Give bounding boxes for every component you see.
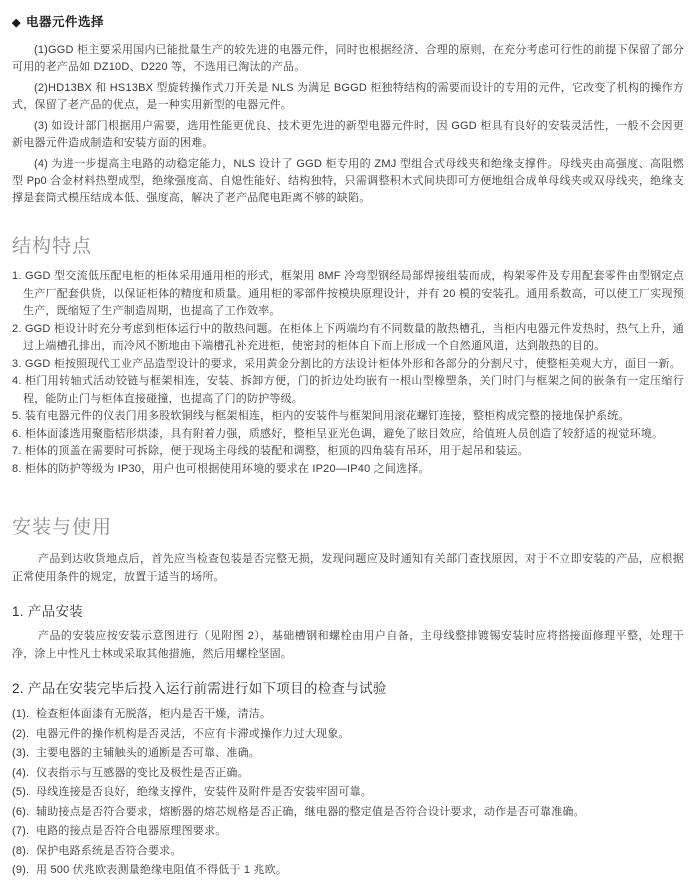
- check-item: [12, 725, 684, 745]
- check-item: [12, 842, 684, 862]
- check-item: [12, 783, 684, 803]
- check-item-number: (2).: [12, 727, 30, 740]
- check-item-text: 电器元件的操作机构是否灵活，不应有卡滞或操作力过大现象。: [36, 727, 350, 740]
- check-item: [12, 803, 684, 823]
- pre-run-check-list: [12, 705, 684, 881]
- check-item-text: 主要电器的主辅触头的通断是否可靠、准确。: [36, 747, 260, 759]
- pre-run-check-subheading: 2. 产品在安装完毕后投入运行前需进行如下项目的检查与试验: [12, 681, 387, 696]
- feature-item: 2. GGD 柜设计时充分考虑到柜体运行中的散热问题。在柜体上下两端均有不同数量的散热槽孔，当柜内电器元件发热时，热气上升，通过上端槽孔排出，而冷风不断地由下端槽孔补充进柜，使密封的柜体自下而上形成一个自然通风道，达到散热的目的。: [12, 322, 684, 352]
- check-item-number: (3).: [12, 747, 30, 759]
- check-item: [12, 744, 684, 764]
- feature-item: 6. 柜体面漆选用聚脂桔形烘漆，具有附着力强，质感好，整柜呈亚光色调，避免了眩目效应，给值班人员创造了较舒适的视觉环境。: [12, 427, 664, 440]
- check-item-number: (8).: [12, 844, 30, 857]
- check-item-text: 保护电路系统是否符合要求。: [36, 844, 182, 857]
- feature-item: 7. 柜体的顶盖在需要时可拆除，便于现场主母线的装配和调整，柜顶的四角装有吊环，用于起吊和装运。: [12, 445, 529, 457]
- check-item-number: (7).: [12, 825, 30, 837]
- check-item-text: 仪表指示与互感器的变比及极性是否正确。: [36, 766, 249, 779]
- check-item: [12, 764, 684, 784]
- feature-item: 5. 装有电器元件的仪表门用多股软铜线与框架相连，柜内的安装件与框架间用滚花螺钉连接，整柜构成完整的接地保护系统。: [12, 410, 630, 422]
- check-item: [12, 861, 684, 881]
- check-item-number: (5).: [12, 786, 30, 798]
- structure-features-list: [12, 268, 684, 478]
- installation-intro: 产品到达收货地点后，首先应当检查包装是否完整无损，发现问题应及时通知有关部门查找原因，对于不立即安装的产品，应根据正常使用条件的规定，放置于适当的场所。: [12, 553, 684, 583]
- check-item-number: (9).: [12, 864, 30, 876]
- product-install-subheading: 1. 产品安装: [12, 604, 84, 619]
- check-item-text: 母线连接是否良好，绝缘支撑件，安装件及附件是否安装牢固可靠。: [36, 786, 372, 798]
- check-item-text: 检查柜体面漆有无脱落，柜内是否干燥，清洁。: [36, 708, 272, 720]
- feature-item: 3. GGD 柜按照现代工业产品造型设计的要求，采用黄金分割比的方法设计柜体外形和各部分的分割尺寸，使整柜美观大方，面目一新。: [12, 357, 681, 370]
- component-selection-paragraph: (1)GGD 柜主要采用国内已能批量生产的较先进的电器元件，同时也根据经济、合理的原则，在充分考虑可行性的前提下保留了部分可用的老产品如 DZ10D、D220 等，不选用已淘汰的产品。: [12, 44, 684, 73]
- check-item: [12, 705, 684, 725]
- check-item-number: (4).: [12, 766, 30, 779]
- check-item: [12, 822, 684, 842]
- structure-features-title: 结构特点: [12, 236, 93, 257]
- component-selection-paragraph: (2)HD13BX 和 HS13BX 型旋转操作式刀开关是 NLS 为满足 BGGD 柜独特结构的需要而设计的专用的元件，它改变了机构的操作方式，保留了老产品的优点，是一种实用新型的电器元件。: [12, 82, 684, 111]
- check-item-number: (6).: [12, 805, 30, 818]
- check-item-text: 辅助接点是否符合要求，熔断器的熔芯规格是否正确，继电器的整定值是否符合设计要求，动作是否可靠准确。: [36, 805, 585, 818]
- feature-item: 1. GGD 型交流低压配电柜的柜体采用通用柜的形式，框架用 8MF 冷弯型钢经局部焊接组装而成，构架零件及专用配套零件由型钢定点生产厂配套供货，以保证柜体的精度和质量。通用柜的零部件按模块原理设计，并有 20 模的安装孔。通用系数高，可以使工厂实现预生产，既缩短了生产制造周期，也提高了工作效率。: [12, 270, 684, 317]
- component-selection-title: 电器元件选择: [25, 15, 104, 29]
- check-item-text: 用 500 伏兆欧表测量绝缘电阻值不得低于 1 兆欧。: [36, 864, 288, 876]
- check-item-number: (1).: [12, 708, 30, 720]
- feature-item: 8. 柜体的防护等级为 IP30，用户也可根据使用环境的要求在 IP20—IP40 之间选择。: [12, 462, 430, 475]
- diamond-bullet-icon: ◆: [12, 17, 21, 29]
- check-item-text: 电路的接点是否符合电器原理图要求。: [36, 825, 227, 837]
- component-selection-paragraph: (4) 为进一步提高主电路的动稳定能力，NLS 设计了 GGD 柜专用的 ZMJ 型组合式母线夹和绝缘支撑件。母线夹由高强度、高阻燃型 Pp0 合金材料热塑成型，绝缘强度高、自熄性能好、结构独特，只需调整积木式间块即可方便地组合成单母线夹或双母线夹，绝缘支撑是套筒式模压结成本低、强度高，解决了老产品爬电距离不够的缺陷。: [12, 158, 684, 204]
- installation-title: 安装与使用: [12, 517, 113, 538]
- component-selection-paragraph: (3) 如设计部门根据用户需要，选用性能更优良、技术更先进的新型电器元件时，因 GGD 柜具有良好的安装灵活性，一般不会因更新电器元件造成制造和安装方面的困难。: [12, 120, 684, 149]
- component-selection-heading: [12, 12, 684, 30]
- feature-item: 4. 柜门用转轴式活动铰链与框架相连，安装、拆卸方便，门的折边处均嵌有一根山型橡塑条，关门时门与框架之间的嵌条有一定压缩行程，能防止门与柜体直接碰撞，也提高了门的防护等级。: [12, 375, 684, 405]
- product-install-paragraph: 产品的安装应按安装示意图进行（见附图 2），基础槽钢和螺栓由用户自备，主母线整排镀锡安装时应将搭接面修理平整，处理干净，涂上中性凡士林或采取其他措施，然后用螺栓坚固。: [12, 630, 684, 660]
